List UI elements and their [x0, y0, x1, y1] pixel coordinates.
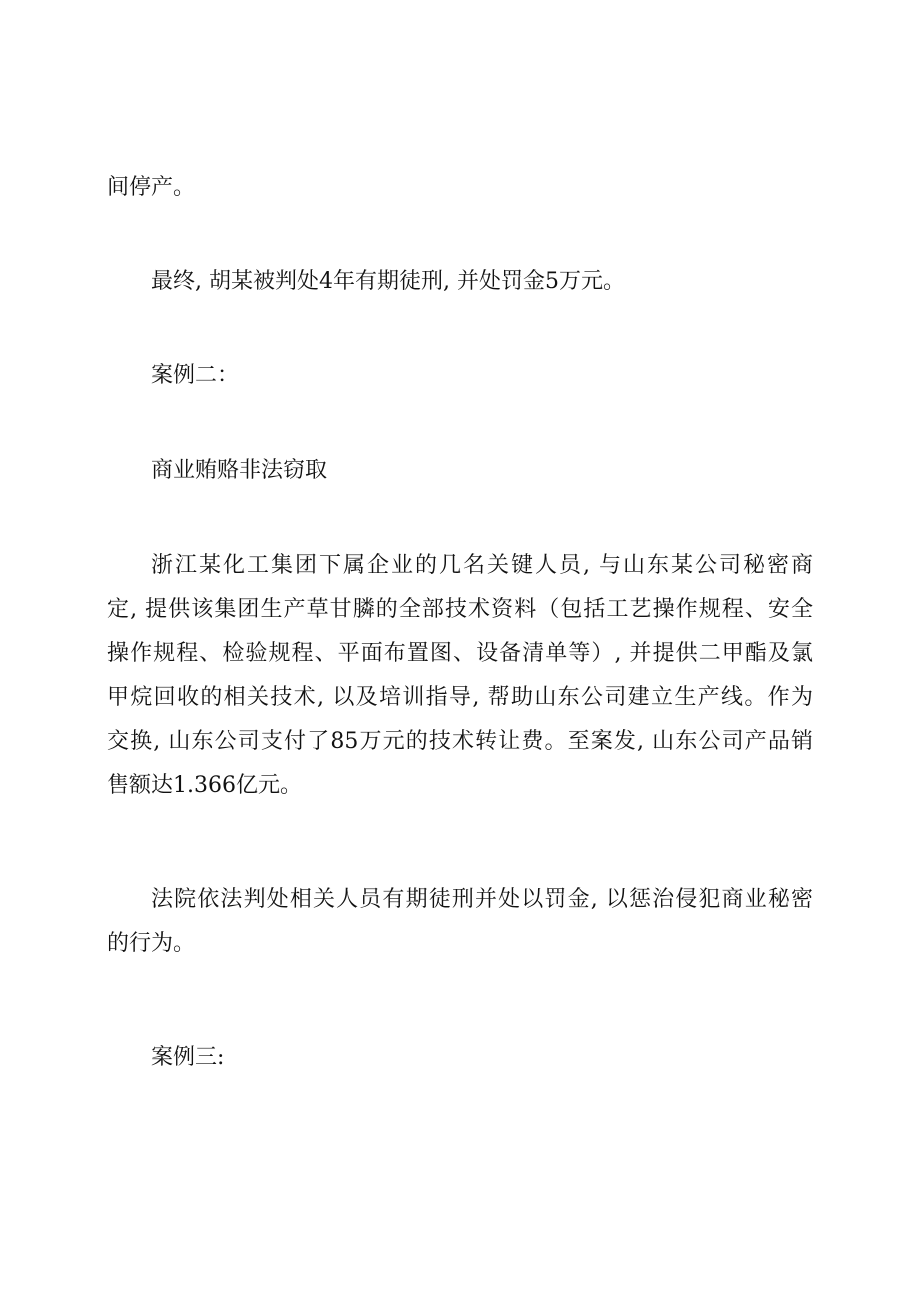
case-two-heading: [107, 354, 813, 398]
case-three-heading: [107, 1036, 813, 1080]
text-line: 商业贿赂非法窃取: [151, 458, 328, 483]
text-line: 法院依法判处相关人员有期徒刑并处以罚金, 以惩治侵犯商业秘密: [151, 887, 813, 912]
text-line: 最终, 胡某被判处4年有期徒刑, 并处罚金5万元。: [151, 269, 625, 294]
text-line: 间停产。: [107, 175, 196, 200]
paragraph-continuation: [107, 166, 813, 210]
paragraph-verdict: [107, 260, 813, 304]
text-line: 案例三:: [151, 1045, 225, 1070]
text-line: 交换, 山东公司支付了85万元的技术转让费。至案发, 山东公司产品销: [107, 729, 813, 754]
case-two-ruling: [107, 878, 813, 966]
text-line: 的行为。: [107, 931, 196, 956]
text-line: 案例二：: [151, 363, 240, 388]
case-two-body: [107, 544, 813, 808]
text-line: 甲烷回收的相关技术, 以及培训指导, 帮助山东公司建立生产线。作为: [107, 685, 813, 710]
text-line: 售额达1.366亿元。: [107, 773, 302, 798]
text-line: 操作规程、检验规程、平面布置图、设备清单等）, 并提供二甲酯及氯: [107, 641, 813, 666]
case-two-subtitle: [107, 449, 813, 493]
text-line: 浙江某化工集团下属企业的几名关键人员, 与山东某公司秘密商: [151, 553, 813, 578]
text-line: 定, 提供该集团生产草甘膦的全部技术资料（包括工艺操作规程、安全: [107, 597, 813, 622]
